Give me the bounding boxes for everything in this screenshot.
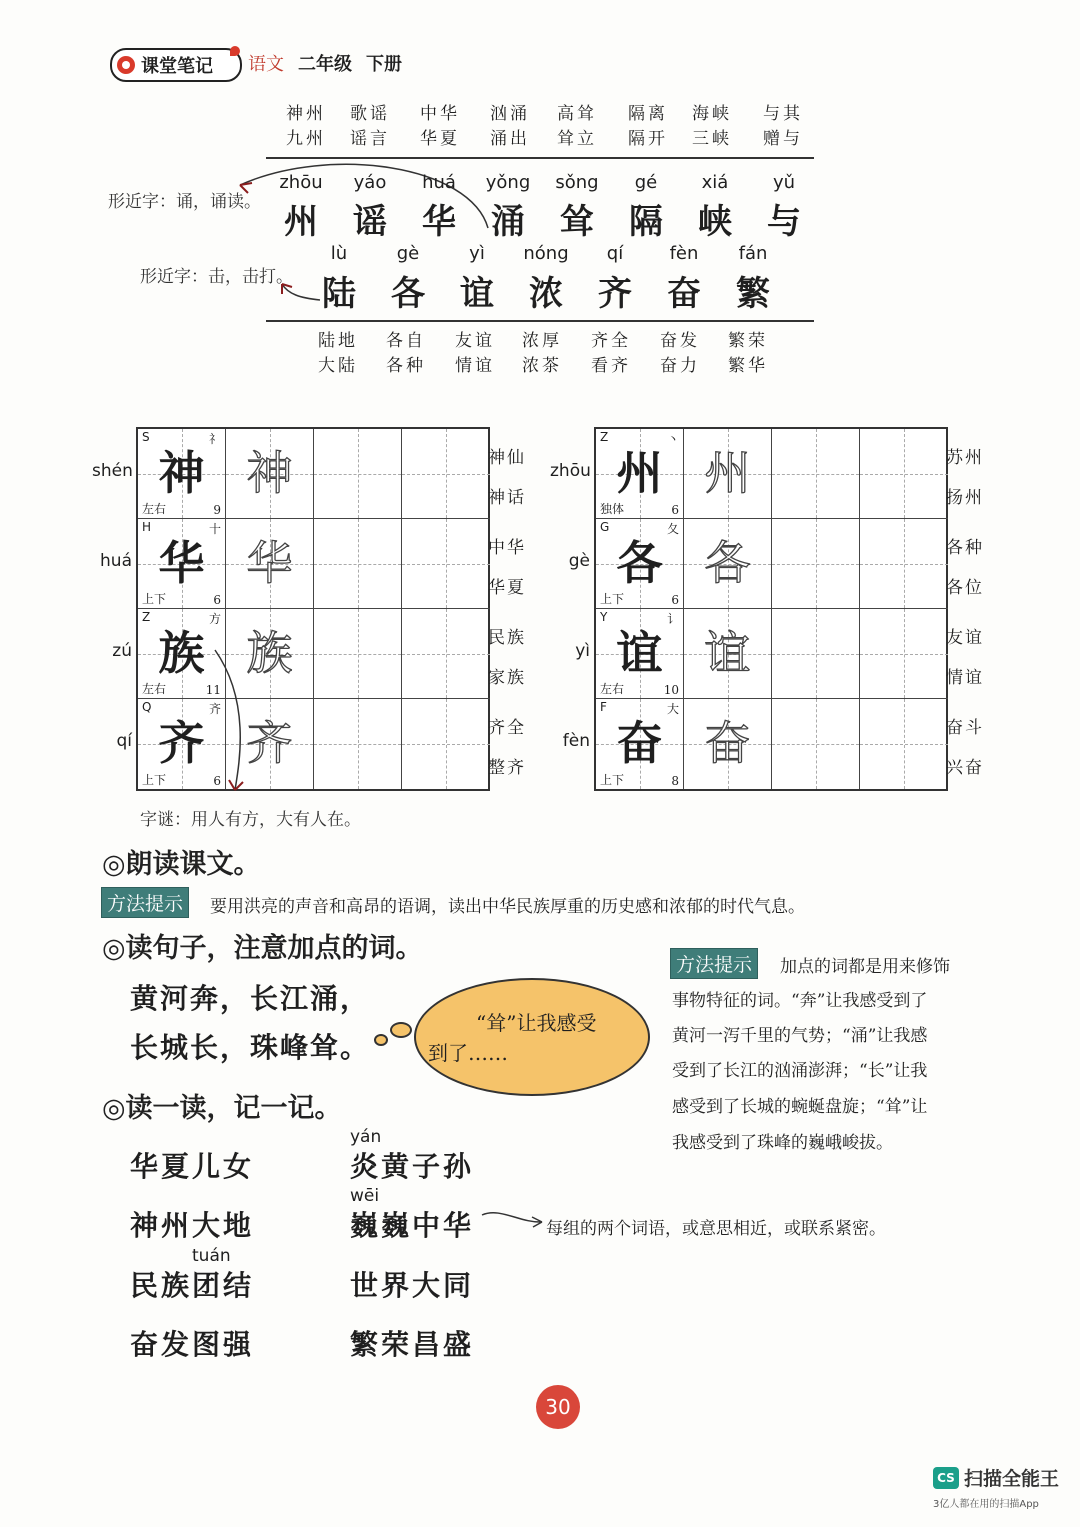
grid-cell (772, 699, 860, 789)
bubble-text-line-2: 到了…… (428, 1041, 508, 1065)
word-pair (522, 329, 592, 379)
grid-cell (596, 609, 684, 699)
phrase-right: 繁荣昌盛 (350, 1328, 475, 1361)
structure-label: 左右 (600, 682, 625, 696)
word: 奋发 (660, 331, 700, 351)
pinyin: yì (469, 243, 485, 264)
phrase-right: 炎黄子孙 (350, 1150, 475, 1183)
new-character: 繁 (736, 274, 770, 314)
word: 高耸 (557, 104, 597, 124)
phrase-right: 巍巍中华 (350, 1209, 475, 1242)
grid-cell (860, 519, 948, 609)
word: 汹涌 (490, 104, 530, 124)
pinyin-annotation: wēi (350, 1186, 380, 1206)
grid-cell (402, 699, 490, 789)
trace-character: 奋 (704, 716, 751, 770)
radical: 齐 (208, 702, 221, 716)
trace-character: 神 (246, 446, 293, 500)
subject-label: 语文 (248, 54, 284, 75)
radical: 礻 (208, 432, 221, 446)
grid-cell (860, 699, 948, 789)
section-read-aloud: ◎朗读课文。 (102, 849, 261, 880)
word: 浓厚 (522, 331, 562, 351)
pinyin: fán (738, 243, 768, 264)
grid-word: 扬州 (946, 488, 984, 508)
word: 奋力 (660, 356, 700, 376)
grid-word: 各种 (946, 538, 984, 558)
scanner-app-name: 扫描全能王 (964, 1468, 1060, 1490)
stroke-count: 11 (205, 683, 221, 697)
word: 谣言 (350, 129, 390, 149)
model-character: 神 (158, 446, 205, 500)
new-character: 州 (284, 202, 318, 242)
pinyin: lù (330, 243, 348, 264)
word-pair (628, 102, 698, 152)
phrase-left: 华夏儿女 (130, 1150, 255, 1183)
pinyin-annotation: yán (350, 1127, 382, 1147)
word-pair (420, 102, 490, 152)
volume-label: 下册 (366, 54, 402, 75)
radical: 夂 (666, 522, 679, 536)
word: 繁荣 (728, 331, 768, 351)
word: 歌谣 (350, 104, 390, 124)
grid-guide (446, 699, 447, 789)
grid-guide (904, 519, 905, 608)
structure-label: 上下 (600, 773, 625, 787)
scanner-tagline: 3亿人都在用的扫描App (933, 1499, 1039, 1510)
grid-word: 华夏 (488, 578, 526, 598)
divider-bottom (266, 320, 814, 322)
page-number: 30 (536, 1385, 580, 1429)
initial-letter: Y (600, 610, 608, 624)
word-pair (763, 102, 833, 152)
section-read-remember: ◎读一读，记一记。 (102, 1093, 342, 1124)
grouping-note: 每组的两个词语，或意思相近，或联系紧密。 (546, 1219, 886, 1239)
sentence-line-1: 黄河奔，长江涌， (130, 982, 371, 1015)
pinyin: xiá (701, 172, 729, 193)
grid-cell (402, 429, 490, 519)
grid-cell (860, 429, 948, 519)
trace-character: 华 (246, 536, 293, 590)
model-character: 各 (616, 536, 663, 590)
grid-cell (314, 699, 402, 789)
word: 陆地 (318, 331, 358, 351)
tip-line: 我感受到了珠峰的巍峨峻拔。 (672, 1133, 893, 1153)
word: 与其 (763, 104, 803, 124)
structure-label: 上下 (142, 592, 167, 606)
grid-cell (596, 699, 684, 789)
grid-word: 中华 (488, 538, 526, 558)
trace-character: 各 (704, 536, 751, 590)
grid-guide (904, 609, 905, 698)
phrase-left: 民族团结 (130, 1269, 255, 1302)
word-pair (386, 329, 456, 379)
grid-cell (684, 699, 772, 789)
word: 赠与 (763, 129, 803, 149)
pinyin: nóng (523, 243, 569, 264)
word-pair (557, 102, 627, 152)
word-pair (490, 102, 560, 152)
radical: 讠 (666, 612, 679, 626)
radical: 大 (666, 702, 679, 716)
grid-guide (358, 429, 359, 518)
stroke-count: 6 (671, 593, 679, 607)
radical: 十 (208, 522, 221, 536)
grid-cell (860, 609, 948, 699)
word: 看齐 (591, 356, 631, 376)
grid-word: 整齐 (488, 758, 526, 778)
structure-label: 上下 (600, 592, 625, 606)
bubble-text-line-1: “耸”让我感受 (476, 1011, 597, 1035)
new-character: 与 (767, 202, 801, 242)
grid-cell (402, 519, 490, 609)
method-tip-text-1: 要用洪亮的声音和高昂的语调，读出中华民族厚重的历史感和浓郁的时代气息。 (210, 897, 805, 917)
new-character: 各 (391, 274, 425, 314)
word: 九州 (286, 129, 326, 149)
model-character: 族 (158, 626, 205, 680)
grid-guide (358, 609, 359, 698)
word-pair (350, 102, 420, 152)
bubble-dot-icon (374, 1034, 388, 1046)
grid-cell (314, 429, 402, 519)
grid-pinyin: shén (92, 461, 133, 481)
word: 耸立 (557, 129, 597, 149)
pinyin: zhōu (279, 172, 323, 193)
initial-letter: Z (600, 430, 609, 444)
word-pair (660, 329, 730, 379)
similar-char-note-1: 形近字：诵，诵读。 (108, 192, 261, 212)
new-character: 隔 (629, 202, 663, 242)
grid-word: 神仙 (488, 448, 526, 468)
word: 浓茶 (522, 356, 562, 376)
initial-letter: S (142, 430, 150, 444)
scanner-logo-icon: CS (933, 1467, 959, 1489)
grid-guide (358, 519, 359, 608)
word: 隔开 (628, 129, 668, 149)
grid-cell (684, 519, 772, 609)
grid-pinyin: gè (568, 551, 590, 571)
pinyin: fèn (669, 243, 699, 264)
initial-letter: F (600, 700, 607, 714)
grid-cell (772, 429, 860, 519)
grid-cell (772, 519, 860, 609)
word: 海峡 (692, 104, 732, 124)
word: 各种 (386, 356, 426, 376)
new-character: 齐 (598, 274, 632, 314)
writing-grid-right (594, 427, 948, 791)
pinyin: yǒng (485, 172, 531, 193)
new-character: 涌 (491, 202, 525, 242)
trace-character: 齐 (246, 716, 293, 770)
word: 涌出 (490, 129, 530, 149)
radical: 丶 (666, 432, 679, 446)
model-character: 华 (158, 536, 205, 590)
grid-guide (358, 699, 359, 789)
grid-pinyin: huá (100, 551, 132, 571)
radical: 方 (208, 612, 221, 626)
similar-char-note-2: 形近字：击，击打。 (140, 267, 293, 287)
pinyin: gé (634, 172, 658, 193)
grid-pinyin: fèn (562, 731, 590, 751)
grid-word: 各位 (946, 578, 984, 598)
initial-letter: H (142, 520, 152, 534)
word: 各自 (386, 331, 426, 351)
trace-character: 谊 (704, 626, 751, 680)
pinyin-annotation: tuán (192, 1246, 231, 1266)
initial-letter: Q (142, 700, 152, 714)
grid-cell (684, 609, 772, 699)
grid-cell (226, 519, 314, 609)
grid-guide (816, 699, 817, 789)
word-pair (728, 329, 798, 379)
pinyin: yǔ (772, 172, 796, 193)
bubble-dot-icon (390, 1022, 412, 1038)
tip-line: 受到了长江的汹涌澎湃；“长”让我 (672, 1061, 928, 1081)
tip-line: 事物特征的词。“奔”让我感受到了 (672, 991, 928, 1011)
group-arrow (480, 1205, 550, 1235)
tip-line: 加点的词都是用来修饰 (780, 957, 950, 977)
word: 华夏 (420, 129, 460, 149)
trace-character: 州 (704, 446, 751, 500)
grid-pinyin: qí (116, 731, 132, 751)
pinyin: yáo (353, 172, 387, 193)
new-character: 峡 (698, 202, 732, 242)
grid-word: 苏州 (946, 448, 984, 468)
structure-label: 上下 (142, 773, 167, 787)
model-character: 谊 (616, 626, 663, 680)
tip-line: 感受到了长城的蜿蜒盘旋；“耸”让 (672, 1097, 928, 1117)
word: 神州 (286, 104, 326, 124)
pinyin: huá (422, 172, 456, 193)
word: 繁华 (728, 356, 768, 376)
grid-cell (596, 429, 684, 519)
initial-letter: G (600, 520, 610, 534)
word-pair (692, 102, 762, 152)
new-character: 耸 (560, 202, 594, 242)
grid-cell (138, 429, 226, 519)
grid-pinyin: yì (575, 641, 590, 661)
grid-word: 神话 (488, 488, 526, 508)
method-tip-tag-2: 方法提示 (670, 948, 758, 979)
word: 三峡 (692, 129, 732, 149)
structure-label: 左右 (142, 682, 167, 696)
word-pair (455, 329, 525, 379)
initial-letter: Z (142, 610, 151, 624)
stroke-count: 8 (671, 774, 679, 788)
grid-word: 奋斗 (946, 718, 984, 738)
new-character: 浓 (529, 274, 563, 314)
new-character: 谣 (353, 202, 387, 242)
stroke-count: 6 (671, 503, 679, 517)
word: 友谊 (455, 331, 495, 351)
grid-guide (816, 429, 817, 518)
grid-guide (816, 519, 817, 608)
pinyin: sǒng (555, 172, 599, 193)
new-character: 陆 (322, 274, 356, 314)
notes-title: 课堂笔记 (141, 56, 213, 77)
trace-character: 族 (246, 626, 293, 680)
grid-guide (904, 429, 905, 518)
grid-cell (314, 609, 402, 699)
character-riddle: 字谜：用人有方，大有人在。 (140, 810, 361, 830)
word: 齐全 (591, 331, 631, 351)
word-pair (591, 329, 661, 379)
method-tip-tag-1: 方法提示 (101, 887, 189, 918)
new-character: 华 (422, 202, 456, 242)
sentence-line-2: 长城长，珠峰耸。 (130, 1031, 371, 1064)
grid-guide (816, 609, 817, 698)
grid-guide (904, 699, 905, 789)
word: 情谊 (455, 356, 495, 376)
grid-pinyin: zhōu (550, 461, 591, 481)
model-character: 奋 (616, 716, 663, 770)
word: 大陆 (318, 356, 358, 376)
grid-guide (446, 609, 447, 698)
structure-label: 独体 (600, 502, 625, 516)
new-character: 谊 (460, 274, 494, 314)
stroke-count: 10 (663, 683, 679, 697)
grid-pinyin: zú (112, 641, 132, 661)
grid-cell (402, 609, 490, 699)
grid-guide (446, 429, 447, 518)
grid-cell (772, 609, 860, 699)
new-character: 奋 (667, 274, 701, 314)
grid-cell (684, 429, 772, 519)
riddle-arrow (0, 600, 300, 820)
word-pair (318, 329, 388, 379)
phrase-left: 奋发图强 (130, 1328, 255, 1361)
grid-word: 齐全 (488, 718, 526, 738)
stroke-count: 6 (213, 593, 221, 607)
tip-line: 黄河一泻千里的气势；“涌”让我感 (672, 1026, 928, 1046)
stroke-count: 6 (213, 774, 221, 788)
structure-label: 左右 (142, 502, 167, 516)
grid-guide (446, 519, 447, 608)
phrase-right: 世界大同 (350, 1269, 475, 1302)
grid-word: 兴奋 (946, 758, 984, 778)
grid-cell (596, 519, 684, 609)
grid-cell (226, 429, 314, 519)
grid-cell (138, 519, 226, 609)
word: 隔离 (628, 104, 668, 124)
section-read-sentences: ◎读句子，注意加点的词。 (102, 933, 423, 964)
model-character: 齐 (158, 716, 205, 770)
grid-cell (314, 519, 402, 609)
phrase-left: 神州大地 (130, 1209, 255, 1242)
model-character: 州 (616, 446, 663, 500)
grid-word: 民族 (488, 628, 526, 648)
stroke-count: 9 (213, 503, 221, 517)
grade-label: 二年级 (298, 54, 352, 75)
grid-word: 情谊 (946, 668, 984, 688)
pinyin: gè (396, 243, 420, 264)
pinyin: qí (606, 243, 624, 264)
word-pair (286, 102, 356, 152)
grid-word: 友谊 (946, 628, 984, 648)
grid-word: 家族 (488, 668, 526, 688)
word: 中华 (420, 104, 460, 124)
